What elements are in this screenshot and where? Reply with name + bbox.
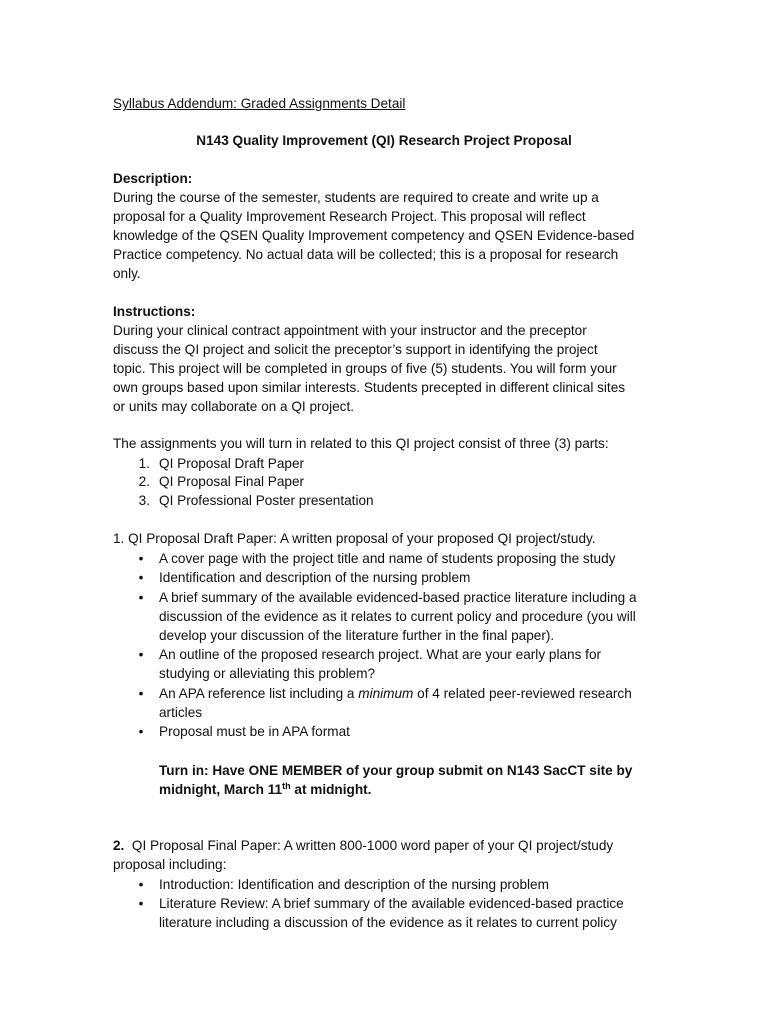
instructions-line: During your clinical contract appointment with your instructor and the preceptor (113, 323, 587, 338)
list-number: 2. (138, 474, 150, 489)
bullet-icon: • (138, 896, 144, 911)
bullet-item-cont: literature including a discussion of the evidence as it relates to current policy (159, 915, 617, 930)
bullet-item (159, 684, 632, 703)
bullet-icon: • (138, 570, 144, 585)
description-line: proposal for a Quality Improvement Research Project. This proposal will reflect (113, 209, 586, 224)
list-item: QI Proposal Draft Paper (159, 456, 305, 471)
instructions-line: topic. This project will be completed in groups of five (5) students. You will form your (113, 361, 617, 376)
bullet-item: A cover page with the project title and name of students proposing the study (159, 551, 616, 566)
bullet-item: Introduction: Identification and description of the nursing problem (159, 877, 549, 892)
bullet-icon: • (138, 686, 144, 701)
turn-in-note (159, 780, 371, 799)
turn-in-note: Turn in: Have ONE MEMBER of your group submit on N143 SacCT site by (159, 763, 633, 778)
bullet-item: Proposal must be in APA format (159, 724, 350, 739)
list-item: QI Professional Poster presentation (159, 493, 374, 508)
bullet-item: A brief summary of the available evidenced-based practice literature including a (159, 590, 637, 605)
bullet-item: Identification and description of the nursing problem (159, 570, 471, 585)
final-heading (113, 836, 613, 855)
project-title: N143 Quality Improvement (QI) Research Project Proposal (196, 133, 572, 148)
emphasis-minimum: minimum (358, 686, 414, 701)
bullet-item: Literature Review: A brief summary of the available evidenced-based practice (159, 896, 624, 911)
final-heading-text: QI Proposal Final Paper: A written 800-1000 word paper of your QI project/study (124, 838, 614, 853)
bullet-icon: • (138, 877, 144, 892)
list-number: 1. (138, 456, 150, 471)
bullet-item-cont: develop your discussion of the literature further in the final paper). (159, 628, 555, 643)
bullet-icon: • (138, 551, 144, 566)
turn-in-text: at midnight. (290, 782, 372, 797)
bullet-item-cont: discussion of the evidence as it relates to current policy and procedure (you will (159, 609, 636, 624)
bullet-item: An outline of the proposed research project. What are your early plans for (159, 647, 602, 662)
instructions-line: discuss the QI project and solicit the preceptor’s support in identifying the project (113, 342, 598, 357)
parts-intro: The assignments you will turn in related to this QI project consist of three (3) parts: (113, 436, 609, 451)
addendum-title: Syllabus Addendum: Graded Assignments Detail (113, 96, 406, 111)
list-item: QI Proposal Final Paper (159, 474, 305, 489)
bullet-icon: • (138, 647, 144, 662)
instructions-heading: Instructions: (113, 304, 196, 319)
instructions-line: or units may collaborate on a QI project. (113, 399, 355, 414)
draft-heading: 1. QI Proposal Draft Paper: A written proposal of your proposed QI project/study. (113, 531, 596, 546)
bullet-item-cont: studying or alleviating this problem? (159, 666, 376, 681)
superscript: th (282, 781, 291, 791)
bullet-text: An APA reference list including a (159, 686, 359, 701)
bullet-icon: • (138, 590, 144, 605)
bullet-text: of 4 related peer-reviewed research (413, 686, 632, 701)
turn-in-text: midnight, March 11 (159, 782, 283, 797)
description-line: only. (113, 266, 141, 281)
final-number: 2. (113, 838, 125, 853)
description-line: During the course of the semester, students are required to create and write up a (113, 190, 599, 205)
instructions-line: own groups based upon similar interests. Students precepted in different clinical sites (113, 380, 626, 395)
list-number: 3. (138, 493, 150, 508)
description-line: knowledge of the QSEN Quality Improvement competency and QSEN Evidence-based (113, 228, 635, 243)
bullet-item-cont: articles (159, 705, 203, 720)
description-heading: Description: (113, 171, 193, 186)
final-heading-cont: proposal including: (113, 857, 227, 872)
description-line: Practice competency. No actual data will be collected; this is a proposal for research (113, 247, 619, 262)
bullet-icon: • (138, 724, 144, 739)
